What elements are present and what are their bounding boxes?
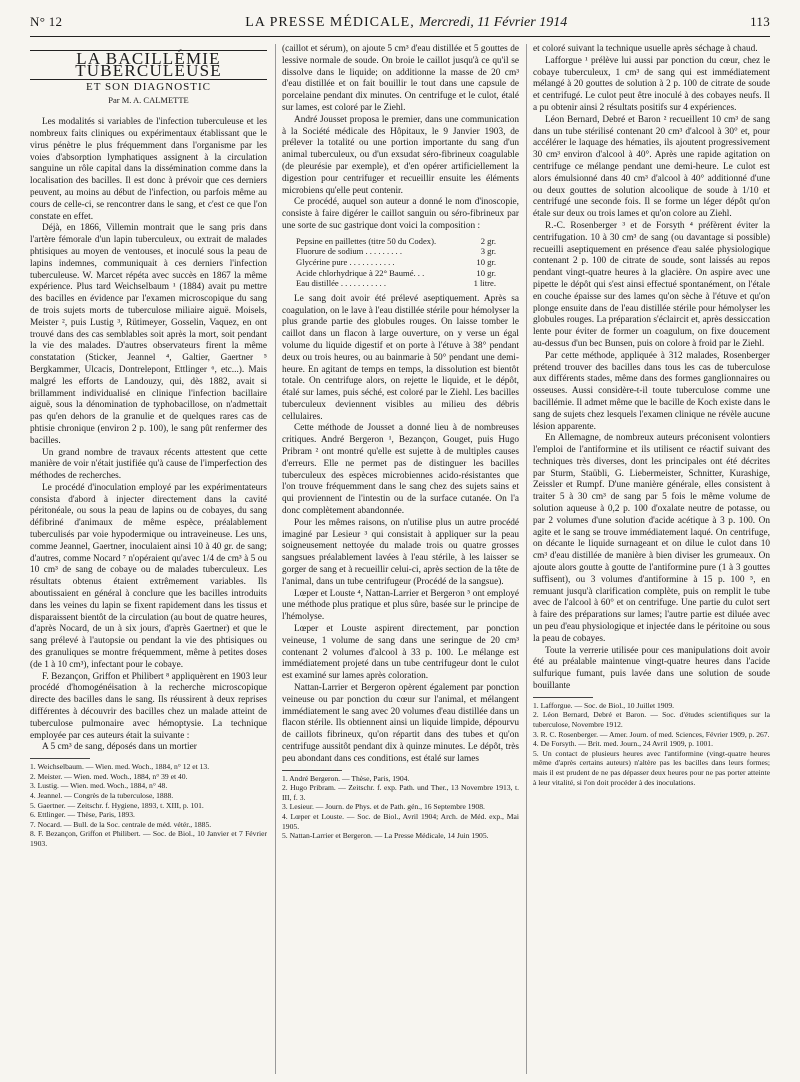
footnote: 5. Nattan-Larrier et Bergeron. — La Presse Médicale, 14 Juin 1905. [282,831,489,841]
paragraph: Lœper et Louste aspirent directement, par ponction veineuse, 1 volume de sang dans une seringue de 20 cm³ contenant 2 volumes d'alcool à 33 p. 100. Le mélange est immédiatement projeté dans un tube centrifugeur dont le culot est examiné sur lames après coloration. [282,624,519,682]
article-author: Par M. A. CALMETTE [108,95,189,106]
formula-row [296,236,496,247]
paragraph: Lafforgue ¹ prélève lui aussi par ponction du cœur, chez le cobaye tuberculeux, 1 cm³ de sang qui est immédiatement mélangé à 20 gouttes de solution à 2 p. 100 de citrate de soude et centrifugé. Le culot peut être inoculé à des cobayes neufs. Il a pu obtenir ainsi 2 résultats positifs sur 4 expériences. [533,55,770,113]
paragraph: Ce procédé, auquel son auteur a donné le nom d'inoscopie, consiste à faire digérer le caillot sanguin ou séro-fibrineux par une sorte de suc gastrique dont voici la composition : [282,197,519,231]
page-number-right: 113 [750,14,770,29]
article-subtitle: ET SON DIAGNOSTIC [86,80,211,93]
paragraph: Un grand nombre de travaux récents attestent que cette manière de voir n'était justifiée qu'à cause de l'imperfection des méthodes de recherches. [30,447,267,482]
column-1-footnotes [30,762,267,848]
page-number-left: N° 12 [30,14,63,29]
column-3 [533,44,770,1074]
paragraph: Le procédé d'inoculation employé par les expérimentateurs consista d'abord à injecter directement dans la cavité péritonéale, ou sous la peau de lapins ou de cobayes, du sang défibriné d'animaux de même espèce, préalablement tuberculisés par voie hypodermique ou intraveineuse. Les uns, comme Jeannel, Gaertner, inoculaient ainsi 10 à 40 gr. de sang; d'autres, comme Nocard ⁷ n'opéraient qu'avec 1/4 de cm³ à 5 ou 10 cm³ de sang de cobaye ou de malades tuberculeux. Les résultats obtenus étaient extrêmement variables. Ils aboutissaient en général à conclure que les bacilles introduits dans les veines du lapin se fixent rapidement dans les tissus et disparaissent bientôt de la circulation (au bout de quatre heures, d'après Nocard, de un à six jours, d'après Gaertner) et que le sang prélevé à l'autopsie ou pendant la vie des phtisiques ou des granuliques se montre fréquemment, même à petites doses (de 1 à 10 cm³), infectant pour le cobaye. [30,482,267,670]
paragraph: Léon Bernard, Debré et Baron ² recueillent 10 cm³ de sang dans un tube stérilisé contenant 20 cm³ d'alcool à 30° et, pour accélérer le laquage des hématies, ils ajoutent progressivement 30 cm³ environ d'alcool à 40°. Après une rapide agitation on centrifuge ce mélange pendant une demi-heure. Le culot est alors émulsionné dans 40 cm³ d'alcool à 40° additionné d'une ou deux gouttes de solution alcoolique de soude à 1/10 et centrifugé une seconde fois. Il se forme un léger dépôt qu'on étale sur deux ou trois lames et qu'on colore au Ziehl. [533,114,770,220]
formula-row [296,257,496,268]
paragraph: André Jousset proposa le premier, dans une communication à la Société médicale des Hôpitaux, le 9 Janvier 1903, de prélever la totalité ou une portion importante du sang d'un animal tuberculeux, ou d'un exsudat séro-fibrineux coagulable (de pleurésie par exemple), et d'en opérer artificiellement la digestion pour centrifuger et recueillir ensuite les éléments microbiens qu'elle peut contenir. [282,114,519,196]
formula-row [296,268,496,279]
formula-quantity: 10 gr. [476,267,496,278]
column-1-body [30,117,267,754]
footnote: 8. F. Bezançon, Griffon et Philibert. — Soc. de Biol., 10 Janvier et 7 Février 1903. [30,829,267,848]
formula-ingredient: Glycérine pure . . . . . . . . . . . [296,256,395,267]
formula-quantity: 2 gr. [480,235,496,246]
column-2 [282,44,519,1074]
paragraph: Les modalités si variables de l'infection tuberculeuse et les nombreux faits cliniques ou expérimentaux établissant que le virus pénètre le plus fréquemment dans l'organisme par les voies d'absorption lymphatiques assignent à la circulation sanguine un rôle capital dans la dissémination comme dans la localisation des bacilles. Il est donc à prévoir que ces derniers peuvent, au moins au début de l'infection, ou parfois même au cours de celle-ci, se rencontrer dans le sang, et c'est ce que l'on constate en effet. [30,117,267,222]
paragraph: Lœper et Louste ⁴, Nattan-Larrier et Bergeron ⁵ ont employé une méthode plus pratique et plus sûre, basée sur le principe de l'hémolyse. [282,588,519,623]
footnote: 1. André Bergeron. — Thèse, Paris, 1904. [282,773,410,783]
article-title: LA BACILLÉMIE TUBERCULEUSE [30,50,267,80]
column-2-footnotes [282,774,519,841]
footnote: 3. R. C. Rosenberger. — Amer. Journ. of med. Sciences, Février 1909, p. 267. [533,729,770,739]
formula-quantity: 1 litre. [473,278,496,289]
paragraph: Par cette méthode, appliquée à 312 malades, Rosenberger prétend trouver des bacilles dans tous les cas de tuberculose aux différents stades, même dans des formes ganglionnaires ou osseuses. Aussi considère-t-il toute tuberculose comme une bacillémie. Il admet même que le bacille de Koch existe dans le sang de sujets chez lesquels l'examen clinique ne révèle aucune lésion apparente. [533,350,770,432]
formula-ingredient: Acide chlorhydrique à 22° Baumé. . . [296,267,425,278]
footnote: 2. Hugo Pribram. — Zeitschr. f. exp. Path. und Ther., 13 Novembre 1913, t. III, f. 3. [282,783,519,802]
footnote: 4. Jeannel. — Congrès de la tuberculose, 1888. [30,791,174,800]
footnote: 4. Lœper et Louste. — Soc. de Biol., Avril 1904; Arch. de Méd. exp., Mai 1905. [282,811,519,831]
footnote-rule [30,758,90,759]
column-2-body-bottom [282,294,519,766]
column-3-body [533,44,770,693]
formula-ingredient: Pepsine en paillettes (titre 50 du Codex). [296,235,437,246]
footnote-rule [533,697,593,698]
footnote: 1. Lafforgue. — Soc. de Biol., 10 Juillet 1909. [533,700,675,710]
paragraph: Le sang doit avoir été prélevé aseptiquement. Après sa coagulation, on le lave à l'eau distillée stérile pour hémolyser la plus grande partie des globules rouges. On laisse tomber le caillot dans un flacon à large ouverture, on y verse un égal volume du liquide digestif et on porte à l'étuve à 38° pendant deux ou trois heures, ou au bainmarie à 50° pendant une demi-heure. En agitant de temps en temps, la dissolution est bientôt totale. On centrifuge alors, on rejette le liquide, et le dépôt, étalé sur lames, puis séché, est coloré par le Ziehl. Les bacilles tuberculeux deviennent visibles au milieu des débris cellulaires. [282,293,519,422]
paragraph: Déjà, en 1866, Villemin montrait que le sang pris dans l'artère fémorale d'un lapin tuberculeux, ou extrait de malades phtisiques au moyen de ventouses, et inoculé sous la peau de lapins indemnes, communiquait à ces derniers l'infection tuberculeuse. W. Marcet répéta avec succès en 1867 la même expérience. Plus tard Weichselbaum ¹ (1884) avait pu mettre des bacilles en évidence par l'examen microscopique du sang de trois sujets morts de tuberculose miliaire aiguë. Moisels, Meister ², puis Lustig ³, Rütimeyer, Gosselin, Vaquez, en ont trouvé dans des cas semblables soit après la mort, soit pendant la vie des malades. D'autres observateurs firent la même constatation (Sticker, Jeannel ⁴, Galtier, Gaertner ⁵ Bergkammer, Ulcacis, Dontrelepont, Ettlinger ⁶, etc...). Mais malgré les efforts de Landouzy, qui, dès 1882, avait si brillamment individualisé en clinique l'infection bacillaire aiguë, sous la dénomination de typhobacillose, on n'admettait pas qu'en dehors de la granulie et de quelques rares cas de phtisie chronique (environ 2 p. 100), le sang pût renfermer des bacilles. [30,223,267,446]
journal-title-line [245,15,567,31]
paragraph: A 5 cm³ de sang, déposés dans un mortier [42,742,197,753]
paragraph: R.-C. Rosenberger ³ et de Forsyth ⁴ préfèrent éviter la centrifugation. 10 à 30 cm³ de sang (ou davantage si possible) recueilli aseptiquement en présence d'eau salée physiologique contenant 2 p. 100 de citrate de soude, sont laissés au repos pendant vingt-quatre heures à la glacière. On aspire avec une pipette le dépôt qui s'est ainsi effectué spontanément, on l'étale en couche épaisse sur des lames qu'on sèche à l'étuve et qu'on plonge ensuite dans de l'eau distillée stérile pour hémolyser les globules rouges. La préparation s'éclaircit et, après dessiccation lente pour éviter de former un coagulum, on fixe doucement au-dessus d'un bec Bunsen, puis on colore à froid par le Ziehl. [533,220,770,349]
header-rule [30,36,770,37]
column-2-body-top [282,44,519,233]
column-1 [30,44,267,1074]
paragraph: (caillot et sérum), on ajoute 5 cm³ d'eau distillée et 5 gouttes de lessive normale de soude. On broie le caillot jusqu'à ce qu'il se dissolve dans le liquide; on additionne la masse de 20 cm³ d'eau distillée et on fait bouillir le tout dans une capsule de porcelaine pendant dix minutes. On centrifuge et le culot, étalé sur lames, est coloré par le Ziehl. [282,44,519,113]
paragraph: et coloré suivant la technique usuelle après séchage à chaud. [533,44,758,54]
paragraph: Toute la verrerie utilisée pour ces manipulations doit avoir été au préalable maintenue vingt-quatre heures dans l'acide sulfurique fumant, puis lavée dans une solution de soude bouillante [533,645,770,692]
running-head [30,14,770,34]
paragraph: Cette méthode de Jousset a donné lieu à de nombreuses critiques. André Bergeron ¹, Bezançon, Gouget, puis Hugo Pribram ² ont montré qu'elle est sujette à de multiples causes d'erreurs. Elle ne permet pas de distinguer les bacilles tuberculeux des espèces microbiennes acido-résistantes que l'on trouve fréquemment dans le sang chez des sujets sains et qui proviennent de l'intestin ou de la surface cutanée. On l'a donc complètement abandonnée. [282,423,519,517]
footnote: 5. Un contact de plusieurs heures avec l'antiformine (vingt-quatre heures même d'après certains auteurs) n'altère pas les bacilles dans leurs formes; mais il est prudent de ne pas dépasser deux heures pour ne pas porter atteinte à leur vitalité, si l'on doit procéder à des inoculations. [533,748,770,787]
footnote: 1. Weichselbaum. — Wien. med. Woch., 1884, n° 12 et 13. [30,762,210,772]
journal-name: LA PRESSE MÉDICALE, [245,15,415,30]
paragraph: Nattan-Larrier et Bergeron opèrent également par ponction veineuse ou par ponction du cœur sur l'animal, et mélangent immédiatement le sang avec 20 volumes d'eau distillée dans un flacon stérile. Ils obtiennent ainsi un liquide limpide, dépourvu de caillots fibrineux, qu'on répartit dans des tubes et qu'on centrifuge aussitôt pendant dix à quinze minutes. Le dépôt, très peu abondant dans ces conditions, est étalé sur lames [282,683,519,764]
gastric-juice-formula [296,236,519,289]
footnote: 6. Ettlinger. — Thèse, Paris, 1893. [30,810,135,820]
formula-ingredient: Fluorure de sodium . . . . . . . . . [296,246,402,257]
column-3-footnotes [533,701,770,787]
footnote-rule [282,770,342,771]
footnote: 2. Léon Bernard, Debré et Baron. — Soc. d'études scientifiques sur la tuberculose, Novembre 1912. [533,710,770,730]
footnote: 5. Gaertner. — Zeitschr. f. Hygiene, 1893, t. XIII, p. 101. [30,800,204,810]
paragraph: Pour les mêmes raisons, on n'utilise plus un autre procédé imaginé par Lesieur ³ qui consistait à appliquer sur la peau soigneusement nettoyée du malade trois ou quatre grosses sangsues préalablement lavées à l'eau stérile, à les laisser se gorger de sang et à recueillir celui-ci, après section de la tête de l'animal, dans un tube centrifugeur (Procédé de la sangsue). [282,517,519,587]
formula-ingredient: Eau distillée . . . . . . . . . . . [296,278,386,289]
footnote: 7. Nocard. — Bull. de la Soc. centrale de méd. vétér., 1885. [30,819,212,829]
column-rule [526,44,527,1074]
issue-date: Mercredi, 11 Février 1914 [419,15,568,30]
paragraph: En Allemagne, de nombreux auteurs préconisent volontiers l'emploi de l'antiformine et ils utilisent ce réactif suivant des techniques très diverses, dont les principales ont été décrites par Sturm, Staübli, G. Liebermeister, Schnitter, Kurashige, Zeissler et Rumpf. D'une manière générale, elles consistent à traiter 5 à 30 cm³ de sang par 5 fois le même volume de solution aqueuse à 0,2 p. 100 d'oxalate neutre de potasse, ou par 2 volumes d'une solution d'acide acétique à 3 p. 100. On agite et le sang se trouve immédiatement laqué. On centrifuge, on décante le liquide surnageant et on dilue le culot dans 10 cm³ d'eau distillée de manière à bien diviser les grumeaux. On ajoute alors goutte à goutte de l'antiformine pure (1 à 3 gouttes suffisent), ou 3 volumes d'antiformine à 15 p. 100 ⁵, en remuant jusqu'à clarification complète, puis on remplit le tube avec de l'alcool à 60° et on centrifuge. Une partie du culot sert à faire des préparations sur lames; l'autre partie est diluée avec un peu d'eau physiologique et injectée dans le péritoine ou sous la peau de cobayes. [533,433,770,644]
paragraph: F. Bezançon, Griffon et Philibert ⁸ appliquèrent en 1903 leur procédé d'homogénéisation à la recherche microscopique directe des bacilles dans le sang. Ils réussirent à deux reprises différentes à découvrir des bacilles chez un malade atteint de tuberculose pulmonaire avec hémoptysie. La technique employée par ces auteurs était la suivante : [30,671,267,741]
formula-quantity: 10 gr. [476,256,496,267]
column-rule [275,44,276,1074]
footnote: 2. Meister. — Wien. med. Woch., 1884, n° 39 et 40. [30,771,188,781]
footnote: 4. De Forsyth. — Brit. med. Journ., 24 Avril 1909, p. 1001. [533,739,713,749]
formula-quantity: 3 gr. [480,246,496,257]
footnote: 3. Lesieur. — Journ. de Phys. et de Path. gén., 16 Septembre 1908. [282,802,485,812]
formula-row [296,278,496,289]
footnote: 3. Lustig. — Wien. med. Woch., 1884, n° 48. [30,781,168,791]
formula-row [296,246,496,257]
